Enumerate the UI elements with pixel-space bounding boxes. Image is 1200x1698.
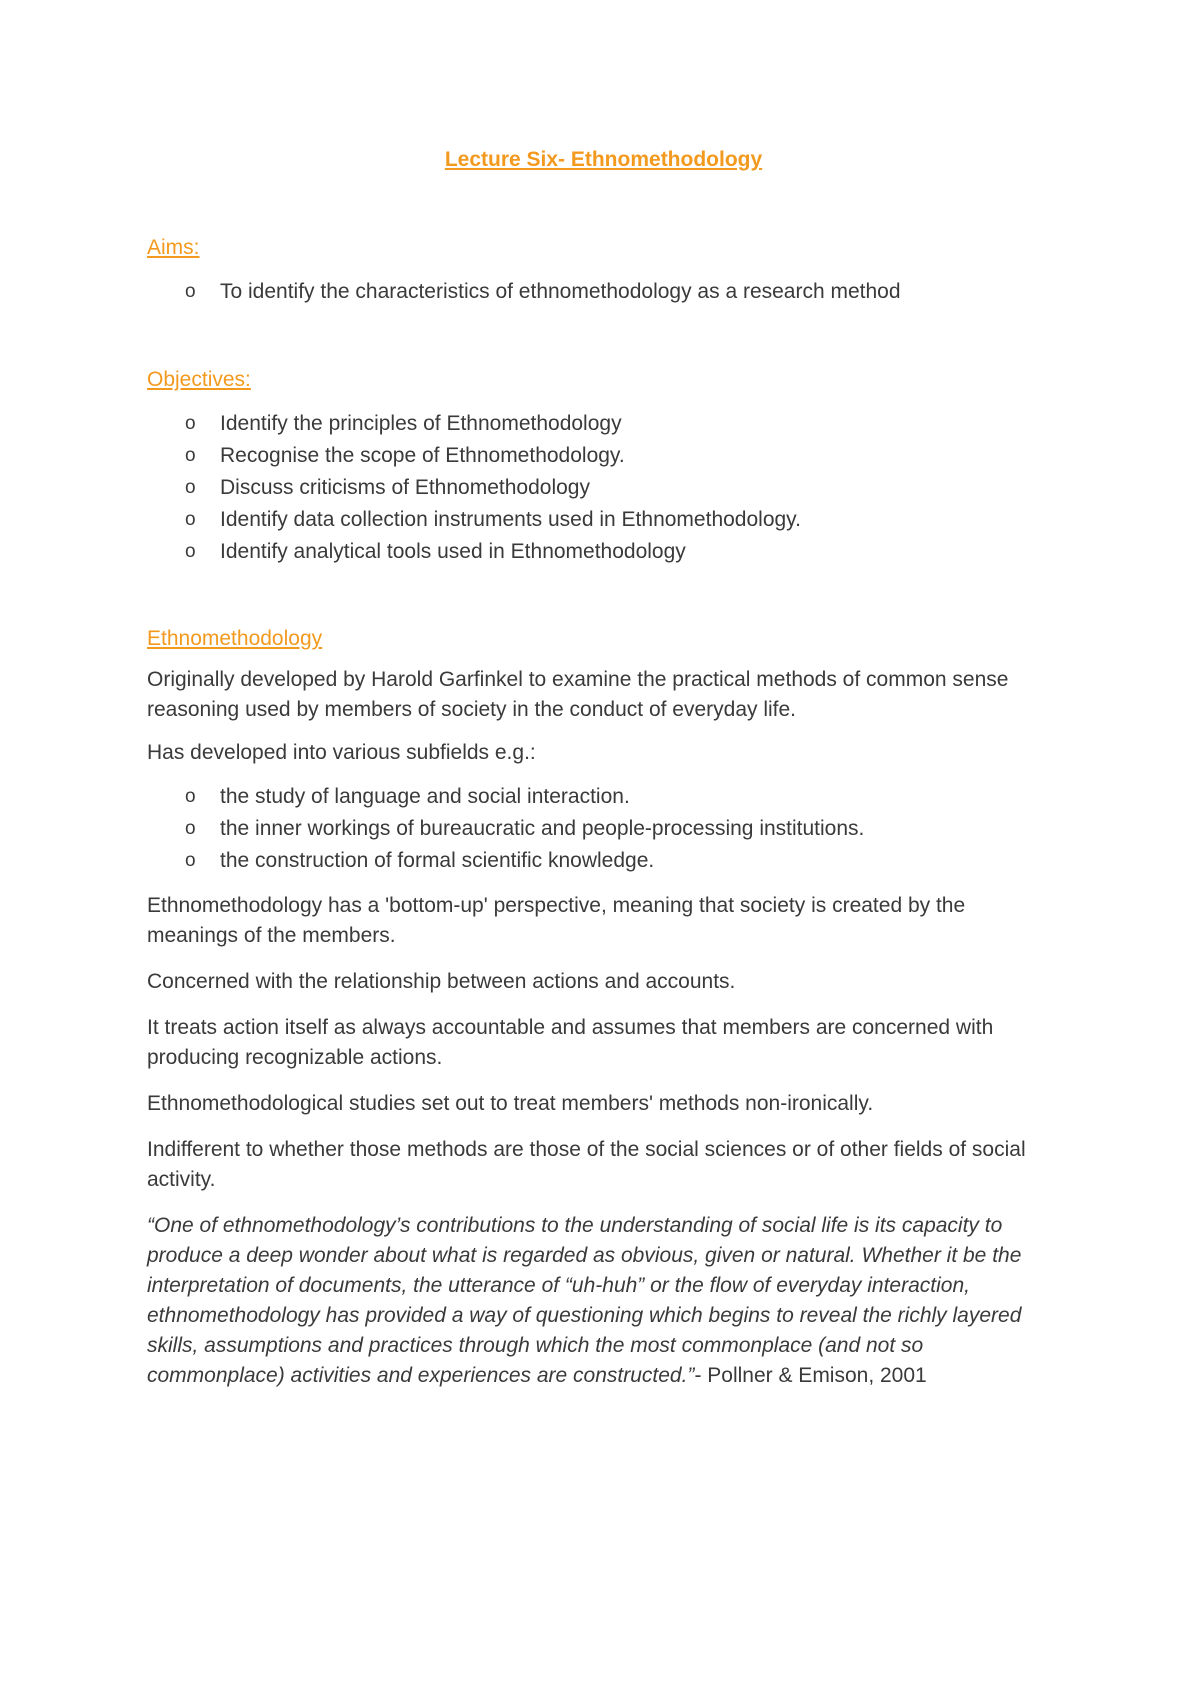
subfields-intro: Has developed into various subfields e.g.: [147,741,536,764]
quote-block [147,1211,1060,1391]
ethnomethodology-heading: Ethnomethodology [147,627,323,650]
objective-item-2: Recognise the scope of Ethnomethodology. [220,444,625,467]
intro-paragraph: Originally developed by Harold Garfinkel to examine the practical methods of common sense reasoning used by members of society in the conduct of everyday life. [147,668,1009,721]
paragraph-bottom-up: Ethnomethodology has a 'bottom-up' perspective, meaning that society is created by the meanings of the members. [147,894,966,947]
list-item [185,472,1060,504]
bullet-marker: o [185,786,196,807]
list-item [185,440,1060,472]
subfield-item-2: the inner workings of bureaucratic and people-processing institutions. [220,817,865,840]
paragraph-actions-accounts: Concerned with the relationship between actions and accounts. [147,970,736,993]
objective-item-4: Identify data collection instruments used in Ethnomethodology. [220,508,801,531]
bullet-marker: o [185,541,196,562]
aims-heading: Aims: [147,236,200,259]
list-item [185,813,1060,845]
document-title: Lecture Six- Ethnomethodology [444,148,763,171]
aims-list [147,276,1060,308]
subfield-item-3: the construction of formal scientific knowledge. [220,849,655,872]
quote-text: “One of ethnomethodology’s contributions to the understanding of social life is its capacity to produce a deep wonder about what is regarded as obvious, given or natural. Whether it be the interpretation of documents, the utterance of “uh-huh” or the flow of everyday interaction, ethnomethodology has provided a way of questioning which begins to reveal the richly layered skills, assumptions and practices through which the most commonplace (and not so commonplace) activities and experiences are constructed.” [147,1214,1022,1387]
subfields-list [147,781,1060,877]
bullet-marker: o [185,818,196,839]
objectives-heading: Objectives: [147,368,251,391]
aims-item-1: To identify the characteristics of ethnomethodology as a research method [220,280,901,303]
bullet-marker: o [185,850,196,871]
list-item [185,408,1060,440]
bullet-marker: o [185,445,196,466]
objective-item-5: Identify analytical tools used in Ethnomethodology [220,540,686,563]
objectives-list [147,408,1060,568]
list-item [185,845,1060,877]
list-item [185,276,1060,308]
bullet-marker: o [185,477,196,498]
list-item [185,504,1060,536]
bullet-marker: o [185,281,196,302]
bullet-marker: o [185,509,196,530]
list-item [185,536,1060,568]
paragraph-accountable: It treats action itself as always accountable and assumes that members are concerned with producing recognizable actions. [147,1016,994,1069]
paragraph-indifferent: Indifferent to whether those methods are those of the social sciences or of other fields of social activity. [147,1138,1026,1191]
subfield-item-1: the study of language and social interaction. [220,785,630,808]
objective-item-1: Identify the principles of Ethnomethodology [220,412,622,435]
quote-citation: - Pollner & Emison, 2001 [694,1364,927,1387]
objective-item-3: Discuss criticisms of Ethnomethodology [220,476,590,499]
bullet-marker: o [185,413,196,434]
paragraph-non-ironically: Ethnomethodological studies set out to treat members' methods non-ironically. [147,1092,874,1115]
list-item [185,781,1060,813]
